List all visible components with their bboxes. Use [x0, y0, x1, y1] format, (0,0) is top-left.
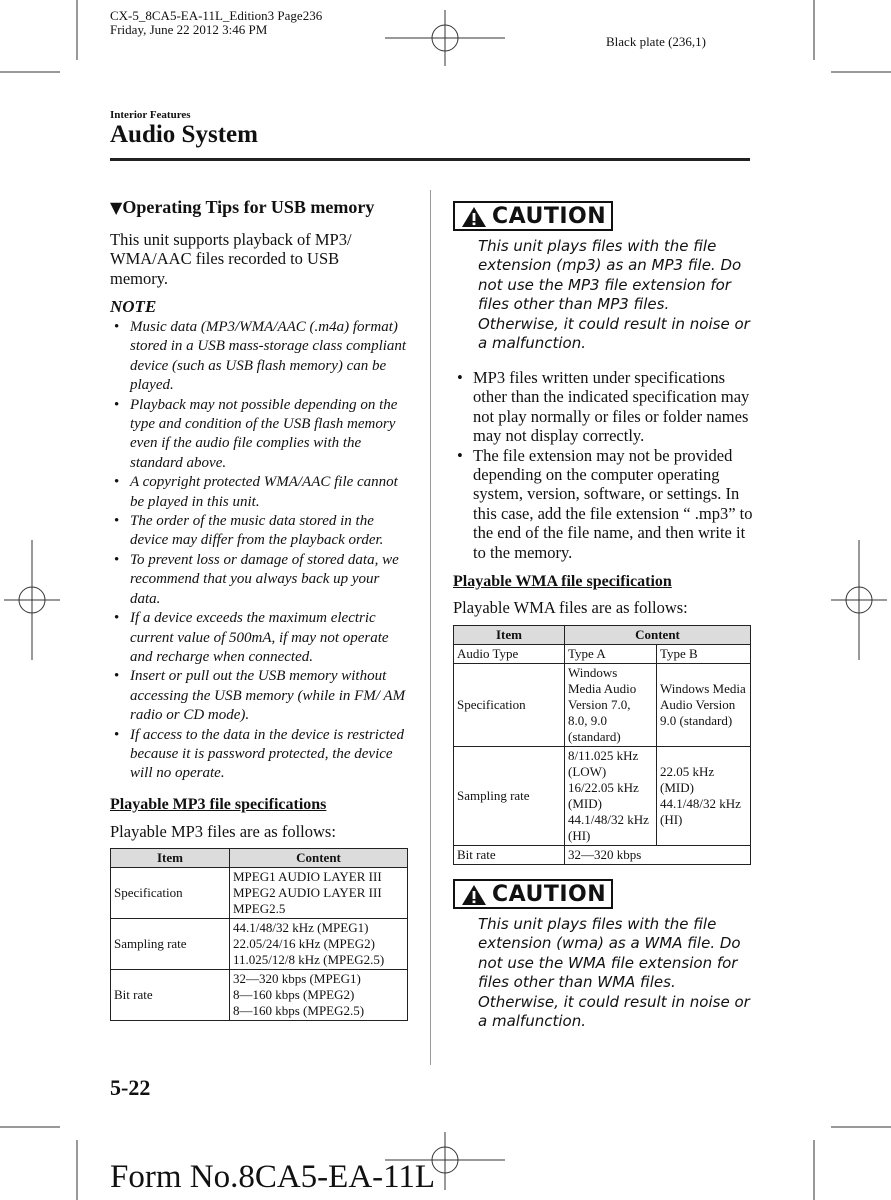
content-line: MPEG2.5 [233, 901, 286, 916]
type-a: Type A [565, 645, 657, 664]
col-content: Content [230, 849, 408, 868]
spec-a: Windows Media Audio Version 7.0, 8.0, 9.0 (standard) [565, 664, 657, 747]
note-label: NOTE [110, 297, 157, 316]
row-content [230, 919, 408, 970]
type-b: Type B [657, 645, 751, 664]
table-row [111, 970, 408, 1021]
mp3-spec-heading: Playable MP3 file specifications [110, 796, 327, 813]
page-title: Audio System [110, 121, 258, 148]
row-item: Sampling rate [111, 919, 230, 970]
table-header-row [111, 849, 408, 868]
col-item: Item [111, 849, 230, 868]
mp3-intro: Playable MP3 files are as follows: [110, 822, 336, 841]
col-content: Content [565, 626, 751, 645]
row-item: Specification [111, 868, 230, 919]
col-item: Item [454, 626, 565, 645]
note-item: • A copyright protected WMA/AAC file cannot be played in this unit. [110, 473, 410, 512]
sampling-b: 22.05 kHz (MID) 44.1/48/32 kHz (HI) [657, 747, 751, 846]
bullet-item: • The file extension may not be provided depending on the computer operating system, version, software, or settings. In this case, add the file extension “ .mp3” to the end of the file name, and then write it to the memory. [453, 446, 753, 562]
mp3-spec-table [110, 848, 408, 1021]
warning-icon [461, 206, 487, 228]
row-item: Bit rate [111, 970, 230, 1021]
caution-box-wma [453, 879, 613, 909]
file-info: CX-5_8CA5-EA-11L_Edition3 Page236 [110, 8, 323, 23]
heading-text: Operating Tips for USB memory [122, 197, 375, 217]
table-row [454, 664, 751, 747]
content-line: 22.05/24/16 kHz (MPEG2) [233, 936, 375, 951]
content-line: MPEG1 AUDIO LAYER III [233, 869, 382, 884]
table-row [111, 919, 408, 970]
wma-spec-heading: Playable WMA file specification [453, 573, 672, 590]
table-row [111, 868, 408, 919]
usb-tips-heading [110, 197, 374, 218]
note-item: • Insert or pull out the USB memory without accessing the USB memory (while in FM/ AM radio or CD mode). [110, 667, 410, 725]
file-date: Friday, June 22 2012 3:46 PM [110, 22, 268, 37]
spec-b: Windows Media Audio Version 9.0 (standard) [657, 664, 751, 747]
wma-intro: Playable WMA files are as follows: [453, 598, 688, 617]
content-line: 8—160 kbps (MPEG2) [233, 987, 355, 1002]
note-item: • The order of the music data stored in the device may differ from the playback order. [110, 512, 410, 551]
content-line: 11.025/12/8 kHz (MPEG2.5) [233, 952, 385, 967]
content-line: 8—160 kbps (MPEG2.5) [233, 1003, 365, 1018]
form-number: Form No.8CA5-EA-11L [110, 1159, 436, 1195]
row-item: Sampling rate [454, 747, 565, 846]
content-line: MPEG2 AUDIO LAYER III [233, 885, 382, 900]
note-item: • To prevent loss or damage of stored data, we recommend that you always back up your data. [110, 551, 410, 609]
table-row [454, 846, 751, 865]
row-item: Specification [454, 664, 565, 747]
usb-intro: This unit supports playback of MP3/ WMA/AAC files recorded to USB memory. [110, 230, 352, 288]
wma-spec-table [453, 625, 751, 865]
note-item: • If a device exceeds the maximum electric current value of 500mA, if may not operate and recharge when connected. [110, 609, 410, 667]
row-item: Audio Type [454, 645, 565, 664]
row-content [230, 868, 408, 919]
page-number: 5-22 [110, 1075, 151, 1100]
note-list [110, 318, 410, 784]
sampling-a: 8/11.025 kHz (LOW) 16/22.05 kHz (MID) 44.1/48/32 kHz (HI) [565, 747, 657, 846]
note-item: • Music data (MP3/WMA/AAC (.m4a) format) stored in a USB mass-storage class compliant device (such as USB flash memory) can be played. [110, 318, 410, 396]
table-row [454, 747, 751, 846]
title-rule [110, 158, 750, 161]
column-divider [430, 190, 431, 1065]
plate-info: Black plate (236,1) [606, 34, 706, 49]
note-item: • If access to the data in the device is restricted because it is password protected, the device will no operate. [110, 726, 410, 784]
bitrate-value: 32—320 kbps [565, 846, 751, 865]
content-line: 32—320 kbps (MPEG1) [233, 971, 361, 986]
mp3-bullets [453, 368, 753, 562]
caution-label: CAUTION [492, 204, 607, 229]
note-item: • Playback may not possible depending on the type and condition of the USB flash memory even if the audio file complies with the standard above. [110, 396, 410, 474]
warning-icon [461, 884, 487, 906]
caution-text-wma: This unit plays files with the file extension (wma) as a WMA file. Do not use the WMA file extension for files other than WMA files. Otherwise, it could result in noise or a malfunction. [478, 915, 750, 1031]
table-header-row [454, 626, 751, 645]
table-row [454, 645, 751, 664]
content-line: 44.1/48/32 kHz (MPEG1) [233, 920, 369, 935]
caution-label: CAUTION [492, 882, 607, 907]
caution-text-mp3: This unit plays files with the file extension (mp3) as an MP3 file. Do not use the MP3 file extension for files other than MP3 files. Otherwise, it could result in noise or a malfunction. [478, 237, 750, 353]
row-item: Bit rate [454, 846, 565, 865]
triangle-down-icon: ▼ [110, 198, 123, 217]
row-content [230, 970, 408, 1021]
caution-box-mp3 [453, 201, 613, 231]
bullet-item: • MP3 files written under specifications other than the indicated specification may not play normally or files or folder names may not display correctly. [453, 368, 753, 446]
section-category: Interior Features [110, 109, 191, 121]
